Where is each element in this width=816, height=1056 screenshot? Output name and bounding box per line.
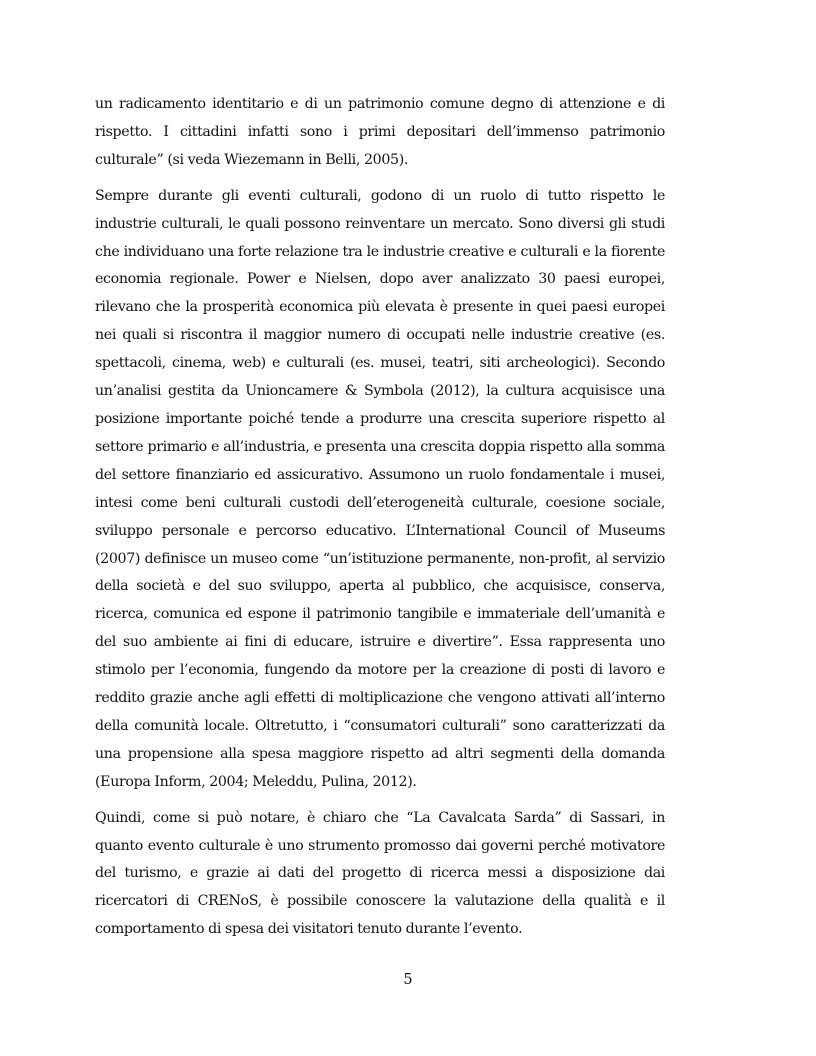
paragraph-1: un radicamento identitario e di un patrimonio comune degno di attenzione e di rispetto. I cittadini infatti sono i primi depositari dell’immenso patrimonio culturale” (si veda Wiezemann in Belli, 2005). <box>95 96 665 168</box>
paragraph-2: Sempre durante gli eventi culturali, godono di un ruolo di tutto rispetto le industrie culturali, le quali possono reinventare un mercato. Sono diversi gli studi che individuano una forte relazione tra le industrie creative e culturali e la fiorente economia regionale. Power e Nielsen, dopo aver analizzato 30 paesi europei, rilevano che la prosperità economica più elevata è presente in quei paesi europei nei quali si riscontra il maggior numero di occupati nelle industrie creative (es. spettacoli, cinema, web) e culturali (es. musei, teatri, siti archeologici). Secondo un’analisi gestita da Unioncamere & Symbola (2012), la cultura acquisisce una posizione importante poiché tende a produrre una crescita superiore rispetto al settore primario e all’industria, e presenta una crescita doppia rispetto alla somma del settore finanziario ed assicurativo. Assumono un ruolo fondamentale i musei, intesi come beni culturali custodi dell’eterogeneità culturale, coesione sociale, sviluppo personale e percorso educativo. L’International Council of Museums (2007) definisce un museo come “un’istituzione permanente, non-profit, al servizio della società e del suo sviluppo, aperta al pubblico, che acquisisce, conserva, ricerca, comunica ed espone il patrimonio tangibile e immateriale dell’umanità e del suo ambiente ai fini di educare, istruire e divertire”. Essa rappresenta uno stimolo per l’economia, fungendo da motore per la creazione di posti di lavoro e reddito grazie anche agli effetti di moltiplicazione che vengono attivati all’interno della comunità locale. Oltretutto, i “consumatori culturali” sono caratterizzati da una propensione alla spesa maggiore rispetto ad altri segmenti della domanda (Europa Inform, 2004; Meleddu, Pulina, 2012). <box>95 187 665 790</box>
paragraph-3: Quindi, come si può notare, è chiaro che “La Cavalcata Sarda” di Sassari, in quanto evento culturale è uno strumento promosso dai governi perché motivatore del turismo, e grazie ai dati del progetto di ricerca messi a disposizione dai ricercatori di CRENoS, è possibile conoscere la valutazione della qualità e il comportamento di spesa dei visitatori tenuto durante l’evento. <box>95 809 665 938</box>
document-page <box>95 91 665 944</box>
page-number: 5 <box>403 972 413 988</box>
